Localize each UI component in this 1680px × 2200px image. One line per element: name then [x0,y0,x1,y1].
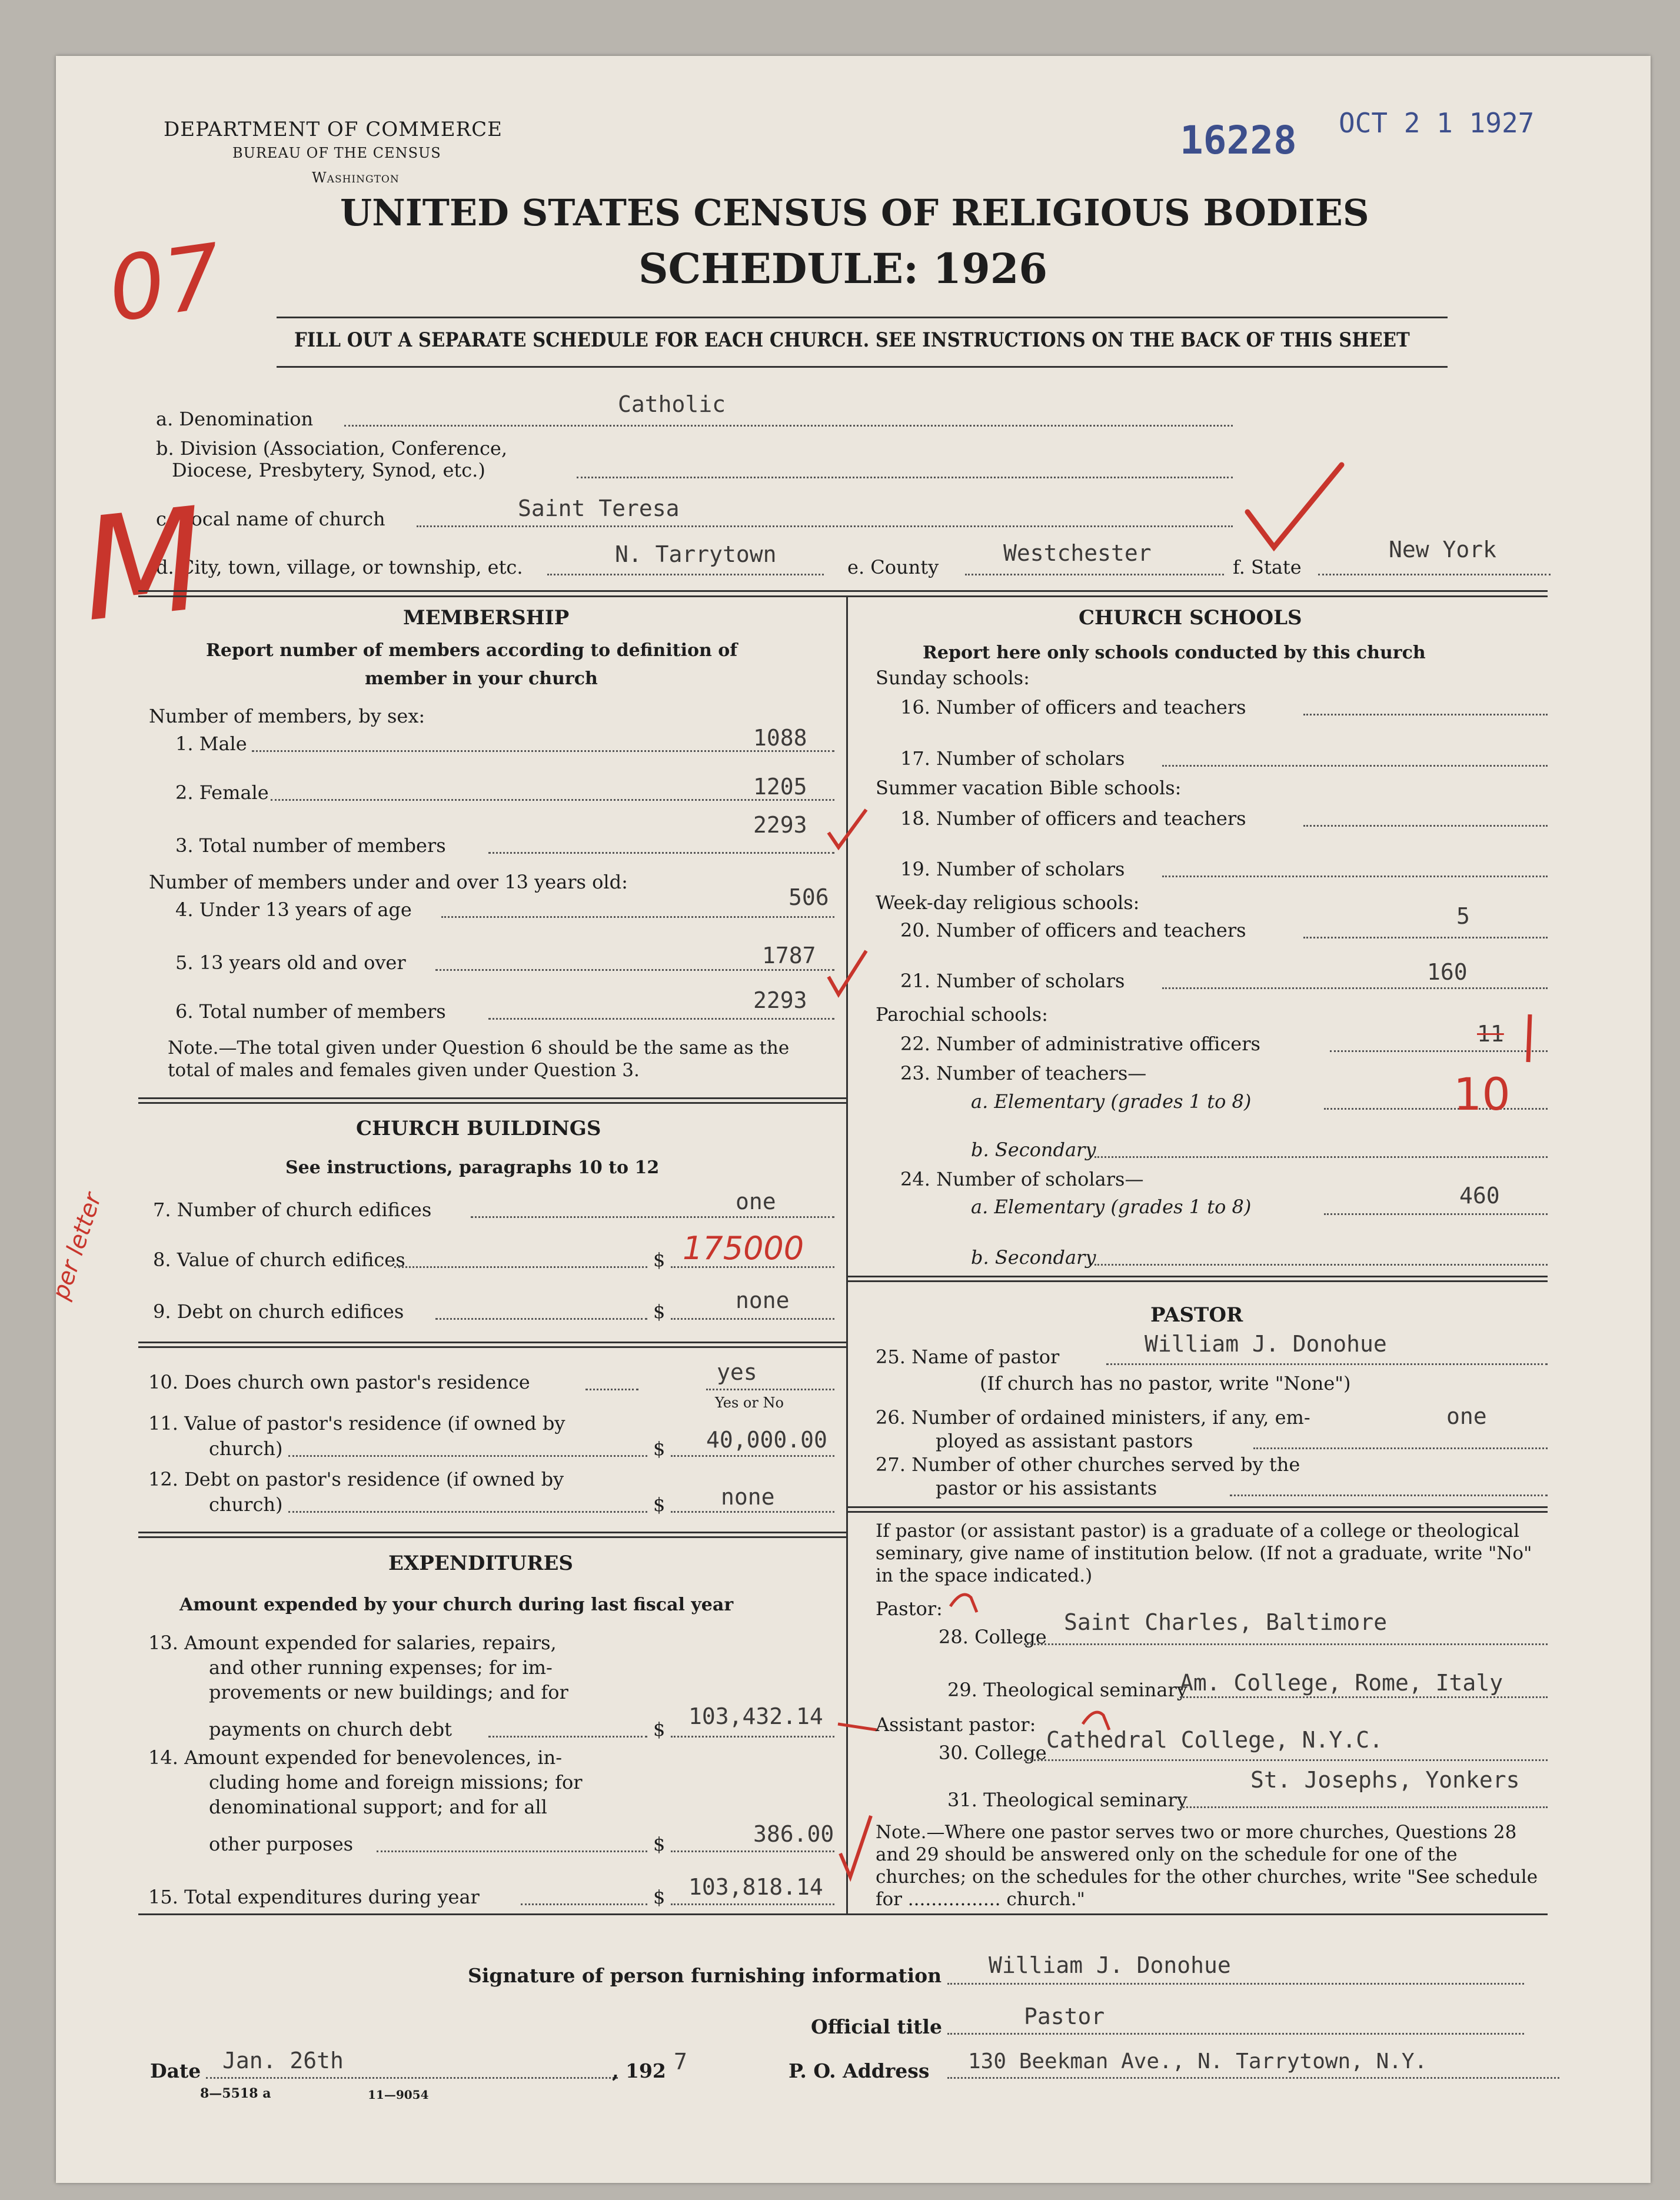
residence-debt-label-2: church) [209,1493,283,1516]
dollar-sign-8: $ [653,1249,666,1271]
admin-officers-label: 22. Number of administrative officers [900,1033,1260,1055]
schools-sub: Report here only schools conducted by this church [923,643,1426,663]
male-label: 1. Male [175,733,247,755]
dollar-sign-12: $ [653,1493,666,1516]
membership-heading: MEMBERSHIP [403,606,570,630]
other-churches-label: 27. Number of other churches served by the [876,1453,1300,1476]
female-value: 1205 [753,774,807,800]
owns-residence-label: 10. Does church own pastor's residence [148,1371,530,1393]
local-name-value: Saint Teresa [518,495,680,521]
pastor-name-hint: (If church has no pastor, write "None") [980,1372,1351,1394]
owns-residence-value: yes [717,1359,757,1385]
sunday-schools-label: Sunday schools: [876,667,1030,689]
county-label: e. County [847,556,939,578]
official-title-value: Pastor [1024,2003,1105,2029]
under-13-label: 4. Under 13 years of age [175,898,412,921]
county-value: Westchester [1003,540,1152,566]
running-expenses-label-4: payments on church debt [209,1718,452,1740]
red-check-6 [824,947,871,1000]
secondary-scholars-label: b. Secondary [971,1246,1096,1269]
denomination-label: a. Denomination [156,408,314,430]
red-stroke-22 [1521,1012,1539,1065]
benevolences-label-2: cluding home and foreign missions; for [209,1771,583,1793]
edifices-debt-value: none [736,1287,790,1313]
summer-schools-label: Summer vacation Bible schools: [876,777,1182,799]
pastor-college-label: 28. College [939,1626,1047,1648]
running-expenses-value: 103,432.14 [688,1703,823,1729]
asst-seminary-label: 31. Theological seminary [947,1789,1187,1811]
schedule-title: SCHEDULE: 1926 [638,244,1048,293]
date-value: Jan. 26th [222,2048,344,2073]
residence-value-label: 11. Value of pastor's residence (if owned by [148,1412,565,1435]
running-expenses-label-2: and other running expenses; for im- [209,1656,553,1679]
official-title-label: Official title [811,2015,942,2038]
form-title: UNITED STATES CENSUS OF RELIGIOUS BODIES [340,191,1369,234]
state-value: New York [1389,537,1497,563]
stamp-number: 16228 [1180,118,1297,163]
signature-value: William J. Donohue [989,1952,1231,1978]
pastor-grad-label: Pastor: [876,1597,943,1620]
state-label: f. State [1233,556,1302,578]
graduate-note: If pastor (or assistant pastor) is a graduate of a college or theological seminary, give name of institution below. (If not a graduate, write "No" in the space indicated.) [876,1520,1532,1586]
edifices-debt-label: 9. Debt on church edifices [153,1300,404,1323]
benevolences-label-4: other purposes [209,1833,354,1855]
division-label-2: Diocese, Presbytery, Synod, etc.) [172,459,485,481]
weekday-schools-label: Week-day religious schools: [876,891,1140,914]
elementary-teachers-value: 10 [1453,1068,1511,1120]
red-pencil-code: 07 [102,225,228,342]
female-label: 2. Female [175,781,269,804]
weekday-teachers-label: 20. Number of officers and teachers [900,919,1246,941]
pastor-seminary-value: Am. College, Rome, Italy [1180,1670,1503,1696]
form-number: 8—5518 a [200,2086,271,2101]
summer-teachers-label: 18. Number of officers and teachers [900,807,1246,830]
membership-sub-2: member in your church [365,668,598,689]
under-13-value: 506 [789,884,829,910]
total-expenditures-label: 15. Total expenditures during year [148,1886,480,1908]
teachers-label: 23. Number of teachers— [900,1062,1147,1084]
red-pencil-mark: M [74,476,213,654]
benevolences-label-3: denominational support; and for all [209,1796,547,1818]
fill-out-instruction: FILL OUT A SEPARATE SCHEDULE FOR EACH CHURCH. SEE INSTRUCTIONS ON THE BACK OF THIS SHEET [294,328,1410,352]
pastor-name-value: William J. Donohue [1145,1331,1387,1357]
running-expenses-label-3: provements or new buildings; and for [209,1681,568,1703]
buildings-heading: CHURCH BUILDINGS [356,1117,601,1140]
elementary-scholars-label: a. Elementary (grades 1 to 8) [971,1196,1252,1218]
city-label: Washington [312,169,400,186]
sunday-teachers-label: 16. Number of officers and teachers [900,696,1246,718]
sunday-scholars-label: 17. Number of scholars [900,747,1125,770]
edifices-value: 175000 [683,1230,804,1267]
elementary-scholars-value: 460 [1459,1183,1500,1209]
asst-grad-label: Assistant pastor: [876,1713,1036,1736]
year-prefix: , 192 [612,2059,666,2082]
asst-college-label: 30. College [939,1742,1047,1764]
bureau-label: BUREAU OF THE CENSUS [232,145,441,161]
dollar-sign-11: $ [653,1437,666,1460]
elementary-teachers-label: a. Elementary (grades 1 to 8) [971,1090,1252,1113]
local-name-label: c. Local name of church [156,508,385,530]
city-field-label: d. City, town, village, or township, etc. [156,556,523,578]
weekday-scholars-label: 21. Number of scholars [900,970,1125,992]
edifices-count-value: one [736,1189,776,1214]
total-members-6-value: 2293 [753,987,807,1013]
asst-seminary-value: St. Josephs, Yonkers [1250,1767,1520,1793]
secondary-teachers-label: b. Secondary [971,1139,1096,1161]
schools-heading: CHURCH SCHOOLS [1079,606,1302,630]
members-by-age-label: Number of members under and over 13 years old: [149,871,628,893]
residence-debt-value: none [721,1484,775,1510]
admin-officers-value: 11 [1477,1021,1504,1047]
pastor-note: Note.—Where one pastor serves two or more churches, Questions 28 and 29 should be answered only on the schedule for one of the churches; on the schedules for the other churches, write "See schedule for ................ church." [876,1822,1538,1910]
over-13-label: 5. 13 years old and over [175,951,406,974]
asst-ministers-label-2: ployed as assistant pastors [936,1430,1193,1452]
weekday-teachers-value: 5 [1456,903,1470,929]
po-address-value: 130 Beekman Ave., N. Tarrytown, N.Y. [968,2049,1428,2073]
total-members-6-label: 6. Total number of members [175,1000,446,1023]
red-check-3 [824,806,871,853]
summer-scholars-label: 19. Number of scholars [900,858,1125,880]
department-label: DEPARTMENT OF COMMERCE [164,118,503,141]
buildings-sub: See instructions, paragraphs 10 to 12 [285,1157,660,1178]
benevolences-label: 14. Amount expended for benevolences, in- [148,1746,563,1769]
signature-label: Signature of person furnishing information [468,1964,942,1987]
pastor-heading: PASTOR [1150,1303,1243,1327]
residence-value: 40,000.00 [706,1427,827,1453]
yes-no-hint: Yes or No [715,1394,784,1411]
over-13-value: 1787 [762,943,816,968]
dollar-sign-15: $ [653,1886,666,1908]
asst-college-value: Cathedral College, N.Y.C. [1046,1727,1383,1753]
dollar-sign-13: $ [653,1718,666,1740]
scholars-label: 24. Number of scholars— [900,1168,1144,1190]
city-field-value: N. Tarrytown [615,541,777,567]
asst-ministers-value: one [1446,1403,1487,1429]
red-check-mark [1242,459,1348,559]
division-label: b. Division (Association, Conference, [156,437,507,460]
total-members-label: 3. Total number of members [175,834,446,857]
edifices-count-label: 7. Number of church edifices [153,1199,432,1221]
pastor-seminary-label: 29. Theological seminary [947,1679,1187,1701]
parochial-schools-label: Parochial schools: [876,1003,1048,1026]
denomination-value: Catholic [618,391,726,417]
pastor-college-value: Saint Charles, Baltimore [1064,1609,1388,1635]
po-address-label: P. O. Address [789,2059,930,2082]
expenditures-sub: Amount expended by your church during last fiscal year [179,1595,734,1615]
male-value: 1088 [753,725,807,751]
residence-debt-label: 12. Debt on pastor's residence (if owned by [148,1468,564,1490]
members-by-sex-label: Number of members, by sex: [149,705,425,727]
dollar-sign-14: $ [653,1833,666,1855]
margin-note-per-letter: per letter [47,1189,107,1303]
edifices-value-label: 8. Value of church edifices [153,1249,405,1271]
membership-note: Note.—The total given under Question 6 should be the same as the total of males and females given under Question 3. [168,1037,790,1081]
total-expenditures-value: 103,818.14 [688,1874,823,1900]
dollar-sign-9: $ [653,1300,666,1323]
running-expenses-label: 13. Amount expended for salaries, repairs, [148,1632,557,1654]
benevolences-value: 386.00 [753,1821,834,1847]
other-churches-label-2: pastor or his assistants [936,1477,1157,1499]
weekday-scholars-value: 160 [1427,959,1468,985]
date-label: Date [150,2059,201,2082]
asst-ministers-label: 26. Number of ordained ministers, if any, em- [876,1406,1310,1429]
red-mark-pastor [947,1586,983,1615]
residence-value-label-2: church) [209,1437,283,1460]
print-number: 11—9054 [368,2088,429,2102]
total-members-value: 2293 [753,812,807,838]
expenditures-heading: EXPENDITURES [388,1552,573,1575]
pastor-name-label: 25. Name of pastor [876,1346,1060,1368]
received-date-stamp: OCT 2 1 1927 [1339,107,1535,139]
year-digit: 7 [674,2049,687,2075]
membership-sub-1: Report number of members according to definition of [206,640,738,661]
